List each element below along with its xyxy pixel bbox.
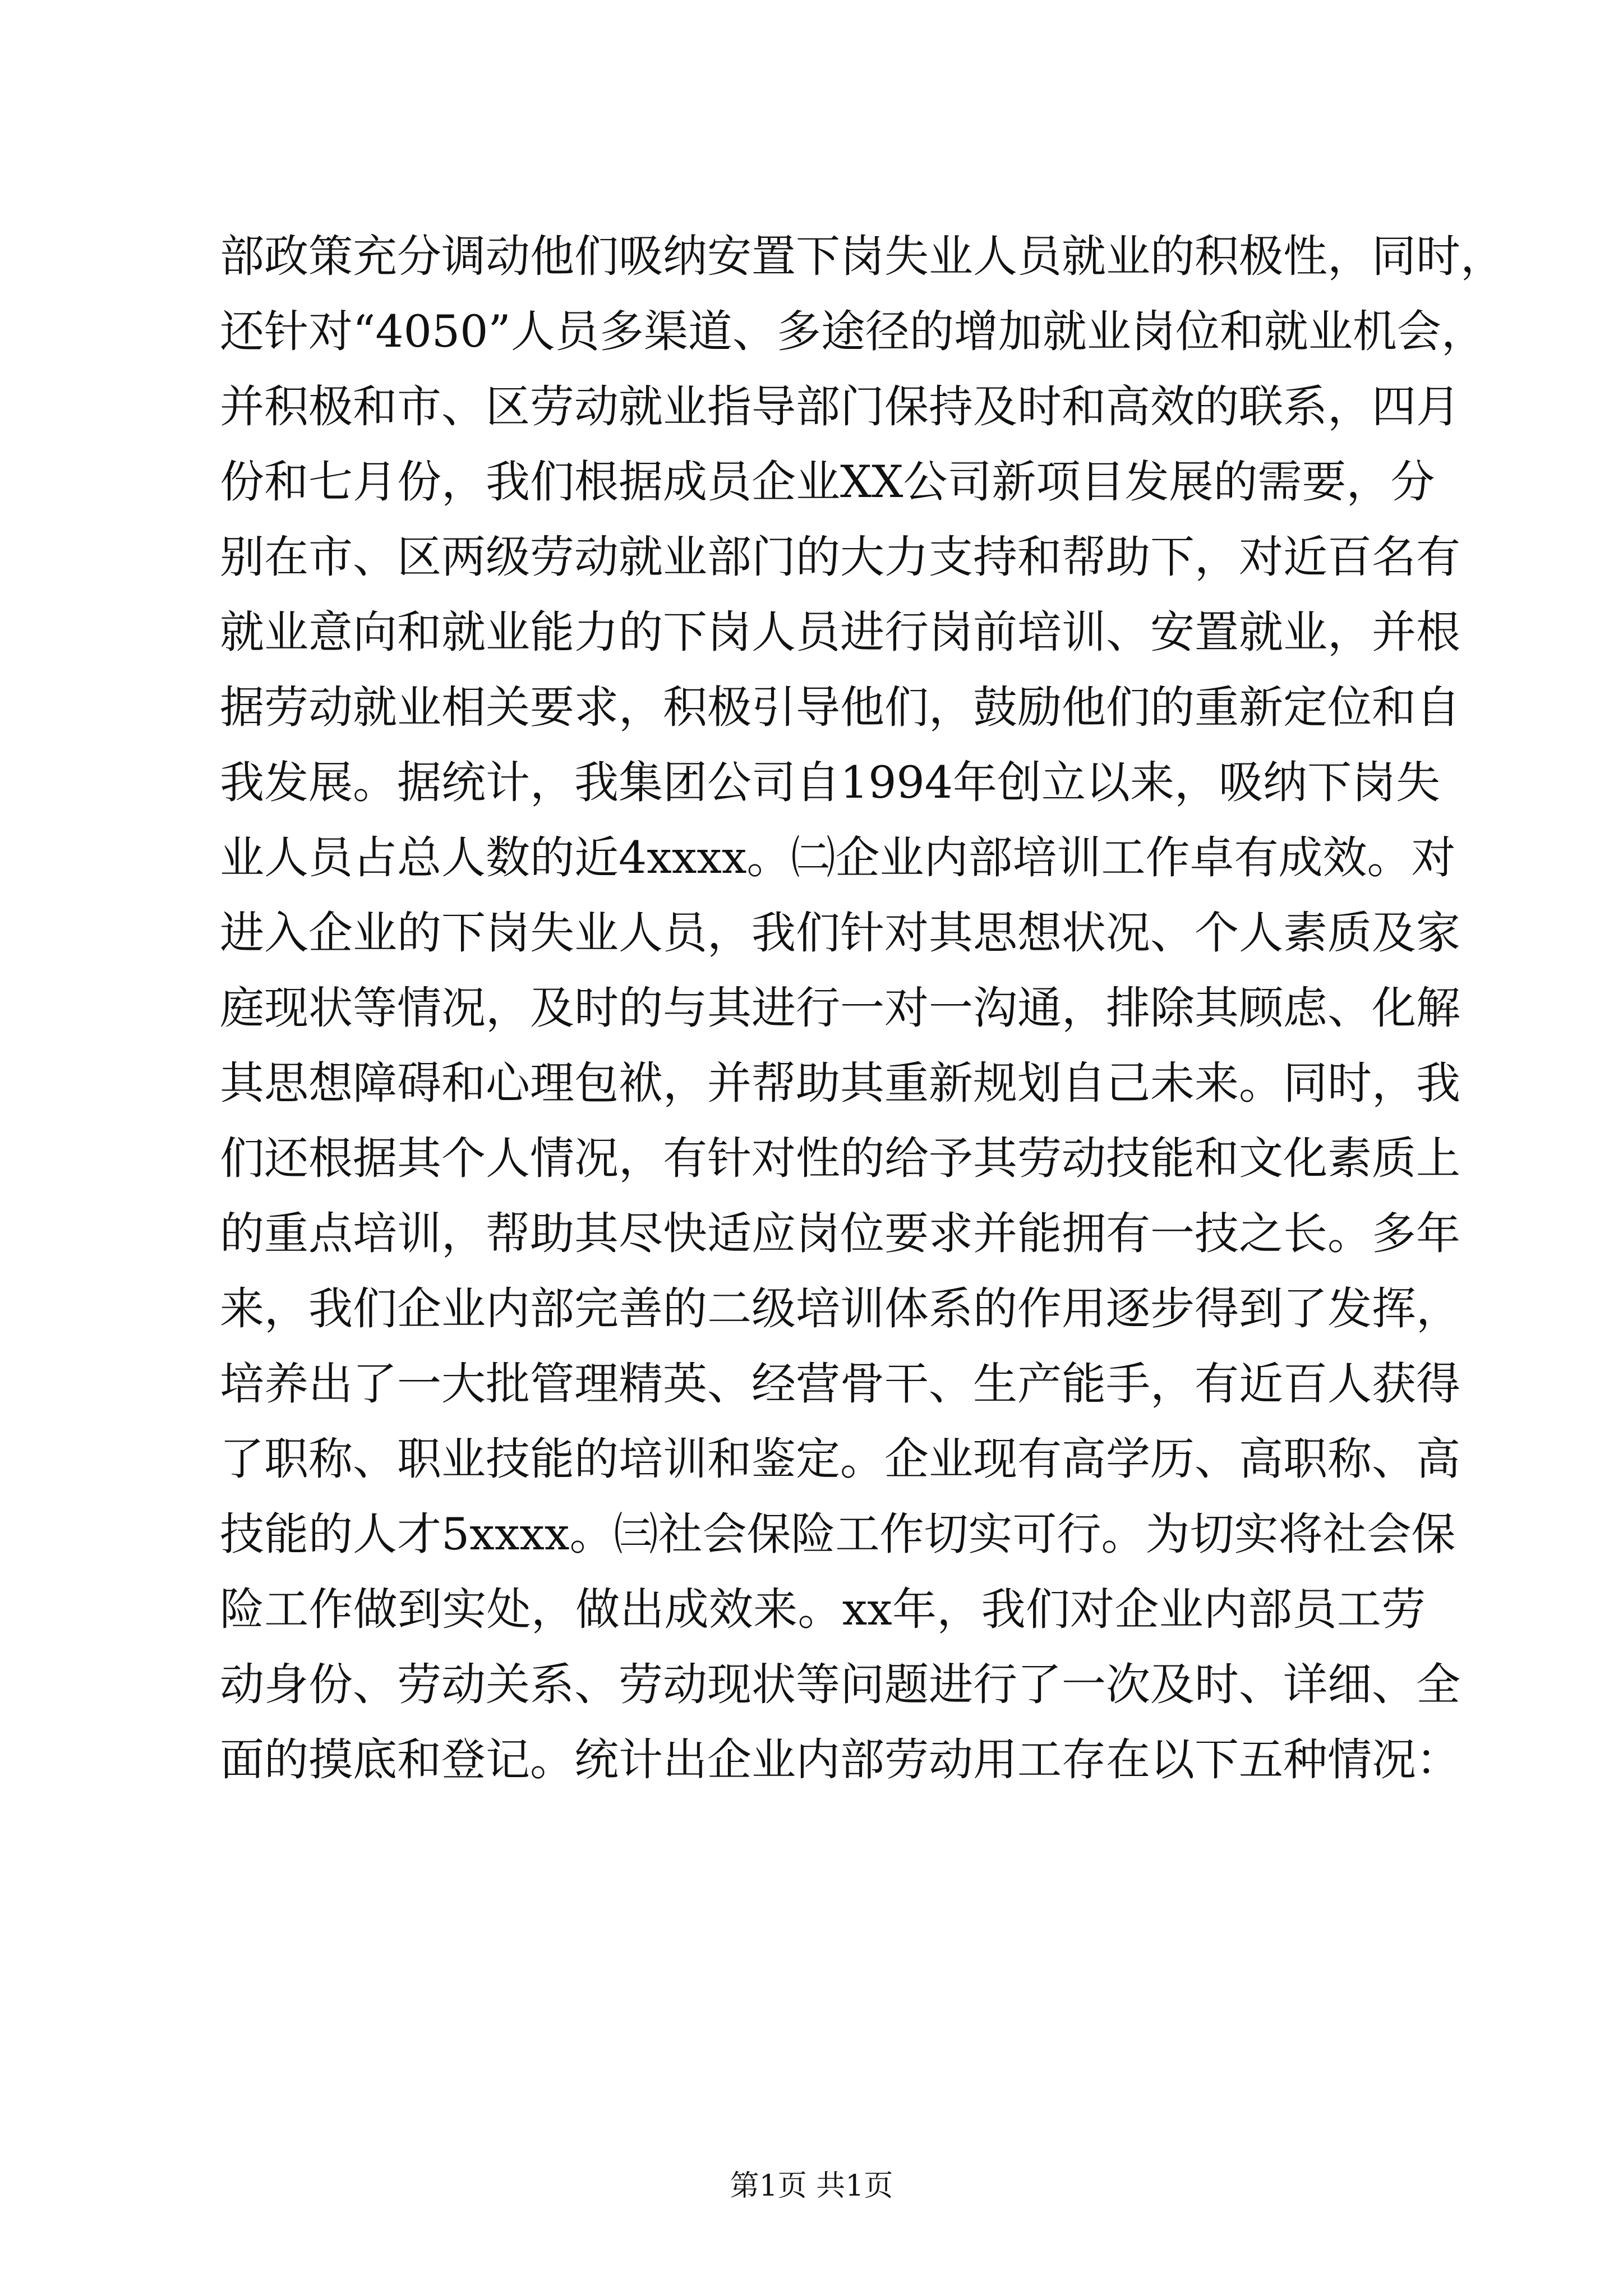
text-line-20: 动身份、劳动关系、劳动现状等问题进行了一次及时、详细、全 [220,1659,1460,1710]
text-line-4: 份和七月份，我们根据成员企业XX公司新项目发展的需要，分 [220,456,1435,508]
text-line-10: 进入企业的下岗失业人员，我们针对其思想状况、个人素质及家 [220,907,1460,959]
text-line-15: 来，我们企业内部完善的二级培训体系的作用逐步得到了发挥， [220,1283,1460,1335]
text-line-13: 们还根据其个人情况，有针对性的给予其劳动技能和文化素质上 [220,1133,1460,1184]
text-line-17: 了职称、职业技能的培训和鉴定。企业现有高学历、高职称、高 [220,1433,1460,1485]
text-line-5: 别在市、区两级劳动就业部门的大力支持和帮助下，对近百名有 [220,531,1460,583]
text-line-12: 其思想障碍和心理包袱，并帮助其重新规划自己未来。同时，我 [220,1057,1460,1109]
text-line-8: 我发展。据统计，我集团公司自1994年创立以来，吸纳下岗失 [220,757,1441,808]
text-line-21: 面的摸底和登记。统计出企业内部劳动用工存在以下五种情况： [220,1734,1460,1786]
text-line-11: 庭现状等情况，及时的与其进行一对一沟通，排除其顾虑、化解 [220,982,1460,1034]
text-line-19: 险工作做到实处，做出成效来。xx年，我们对企业内部员工劳 [220,1584,1426,1635]
text-line-9: 业人员占总人数的近4xxxx。㈡企业内部培训工作卓有成效。对 [220,832,1456,884]
text-line-18: 技能的人才5xxxx。㈢社会保险工作切实可行。为切实将社会保 [220,1508,1456,1560]
body-paragraph [220,219,1505,1797]
text-line-1: 部政策充分调动他们吸纳安置下岗失业人员就业的积极性，同时， [220,231,1505,282]
text-line-6: 就业意向和就业能力的下岗人员进行岗前培训、安置就业，并根 [220,606,1460,658]
text-line-16: 培养出了一大批管理精英、经营骨干、生产能手，有近百人获得 [220,1358,1460,1410]
text-line-3: 并积极和市、区劳动就业指导部门保持及时和高效的联系，四月 [220,381,1460,432]
page-footer: 第1页 共1页 [730,2169,893,2203]
text-line-14: 的重点培训，帮助其尽快适应岗位要求并能拥有一技之长。多年 [220,1208,1460,1259]
text-line-7: 据劳动就业相关要求，积极引导他们，鼓励他们的重新定位和自 [220,682,1460,733]
text-line-2: 还针对“4050”人员多渠道、多途径的增加就业岗位和就业机会， [220,306,1486,357]
